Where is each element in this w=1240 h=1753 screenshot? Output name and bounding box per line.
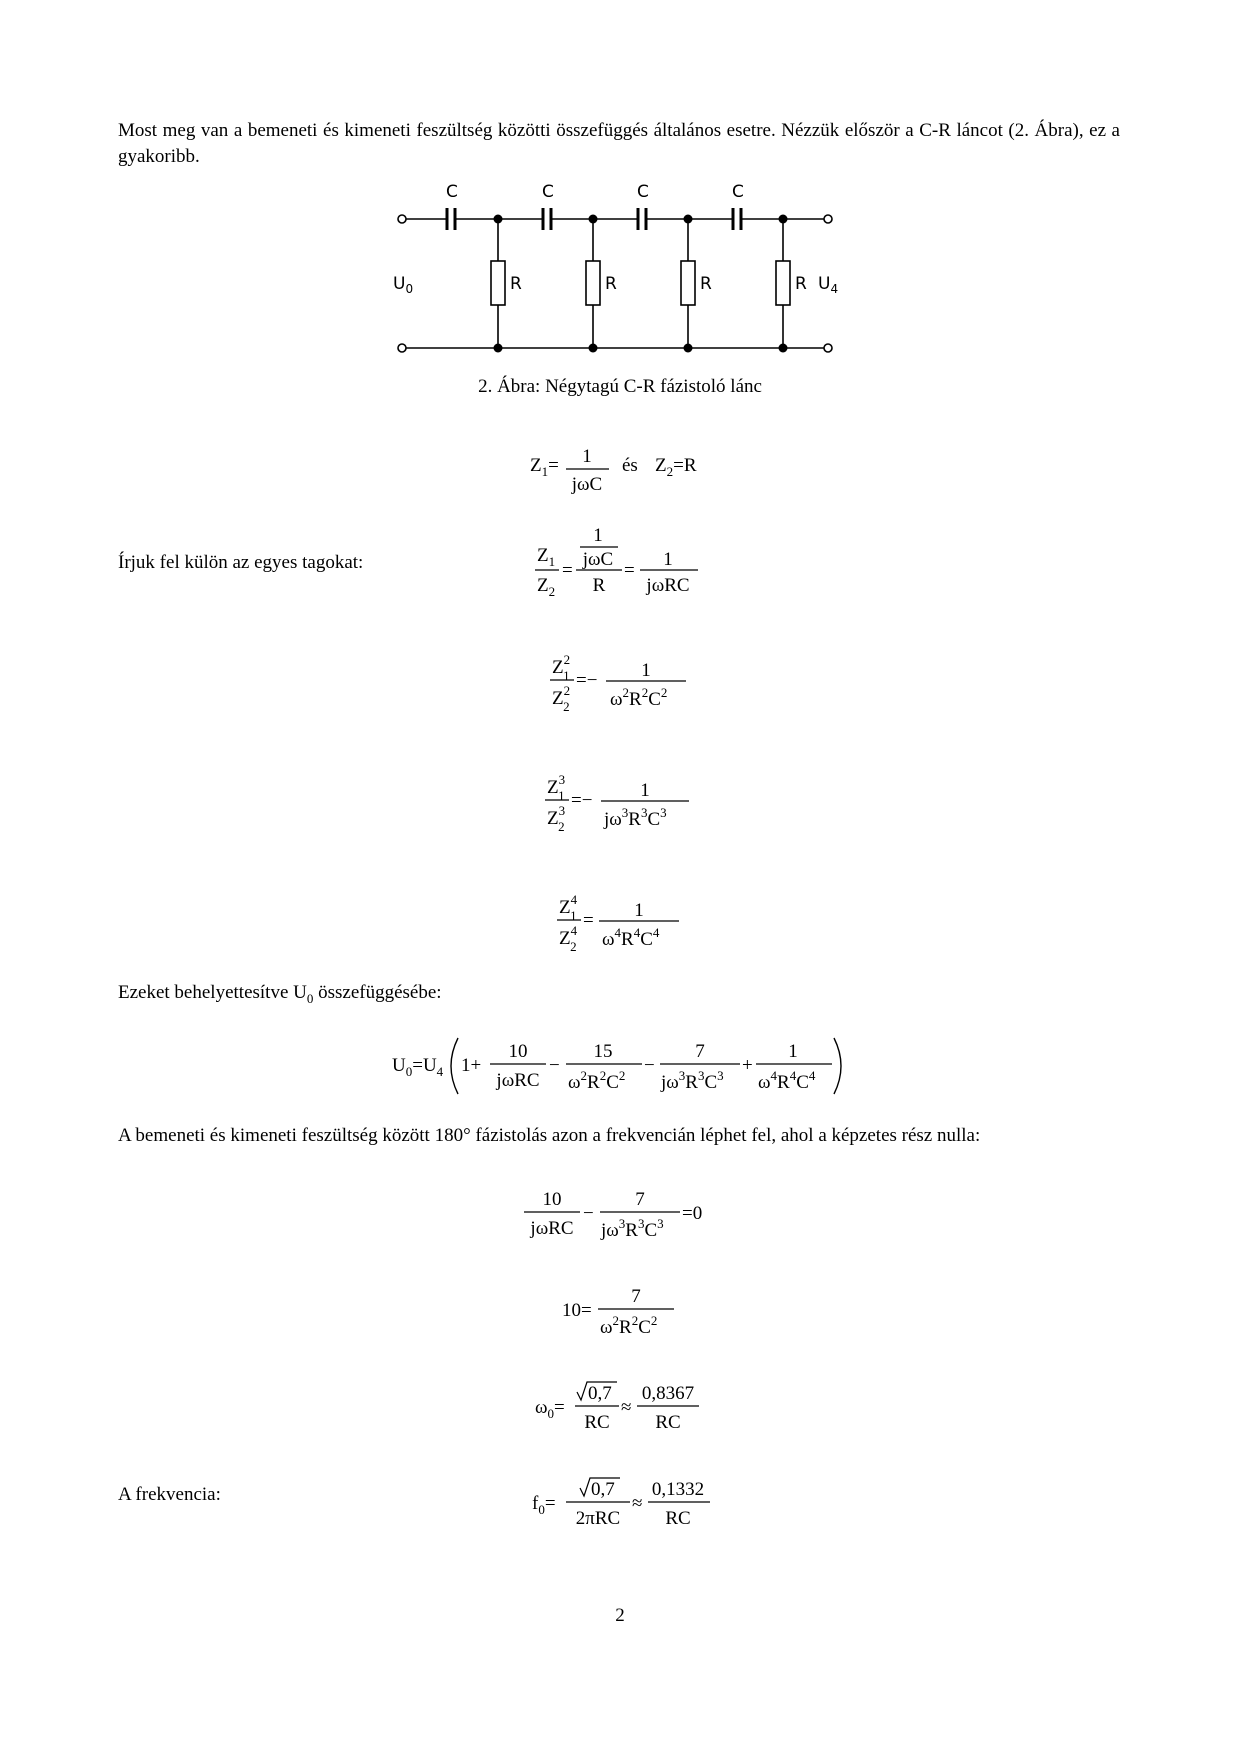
label-separate-terms: Írjuk fel külön az egyes tagokat: (118, 552, 364, 573)
svg-text:RC: RC (665, 1508, 691, 1529)
substitution-sentence: Ezeket behelyettesítve $U_0$ összefüggésébe: (118, 982, 442, 1006)
svg-text:U4: $U_4$ (818, 274, 839, 296)
svg-text:+: + (742, 1055, 753, 1076)
svg-text:Z31: $Z^3$ 1 (547, 772, 566, 803)
svg-text:jωC: jωC (571, 474, 603, 495)
svg-text:R: R (795, 274, 807, 294)
phase-paragraph: A bemeneti és kimeneti feszültség között 180° fázistolás azon a frekvencián léphet fel, ahol a képzetes rész nulla: (118, 1125, 981, 1146)
svg-text:C: C (637, 182, 649, 202)
svg-text:0,7: 0,7 (588, 1383, 612, 1404)
svg-text:1: 1 (582, 446, 592, 467)
cr-ladder-circuit (390, 175, 850, 365)
svg-text:ω4R4C4: $\omega^4R^4C^4$ (602, 925, 660, 950)
svg-text:10=: 10= (562, 1300, 592, 1321)
svg-text:RC: RC (655, 1412, 681, 1433)
svg-text:R: R (605, 274, 617, 294)
svg-text:Z2: $Z_2$ (537, 575, 556, 599)
equation-ratio-1 (530, 520, 710, 606)
resistor-1 (491, 261, 505, 305)
svg-text:C: C (446, 182, 458, 202)
svg-text:15: 15 (593, 1041, 613, 1062)
svg-text:−: − (644, 1055, 655, 1076)
resistor-3 (681, 261, 695, 305)
svg-text:1: 1 (634, 900, 644, 921)
equation-ratio-4 (555, 885, 695, 957)
svg-text:1: 1 (788, 1041, 798, 1062)
svg-text:1: 1 (663, 549, 673, 570)
svg-text:0,7: 0,7 (591, 1479, 615, 1500)
svg-text:=−: =− (576, 670, 598, 691)
equation-ratio-2 (548, 645, 698, 717)
svg-text:2πRC: 2πRC (575, 1508, 621, 1529)
svg-text:jωC: jωC (582, 549, 614, 570)
equation-omega0 (533, 1372, 713, 1444)
svg-text:7: 7 (631, 1286, 641, 1307)
svg-text:Z41: $Z^4$ 1 (559, 892, 578, 923)
svg-text:−: − (549, 1055, 560, 1076)
svg-text:R: R (592, 575, 606, 596)
svg-text:és: és (622, 455, 638, 476)
svg-text:10: 10 (508, 1041, 528, 1062)
svg-text:C: C (732, 182, 744, 202)
resistor-2 (586, 261, 600, 305)
svg-text:1: 1 (593, 525, 603, 546)
svg-text:U0: $U_0$ (393, 274, 414, 296)
svg-text:≈: ≈ (632, 1493, 643, 1514)
svg-text:RC: RC (584, 1412, 610, 1433)
svg-text:C: C (542, 182, 554, 202)
svg-text:ω0=: $\omega_0=$ (535, 1397, 565, 1421)
svg-text:Z32: $Z^3$ 2 (547, 803, 566, 834)
svg-text:=: = (562, 560, 573, 581)
svg-text:jω3R3C3: $j\omega^3R^3C^3$ (604, 805, 667, 830)
svg-text:=: = (583, 910, 594, 931)
svg-text:Z21: $Z^2$ 1 (552, 652, 571, 683)
svg-text:=: = (624, 560, 635, 581)
equation-z-definitions (520, 440, 720, 502)
equation-imaginary-zero (520, 1178, 720, 1250)
svg-text:ω2R2C2: $\omega^2R^2C^2$ (568, 1068, 626, 1093)
figure-caption: 2. Ábra: Négytagú C-R fázistoló lánc (478, 376, 762, 397)
svg-text:Z42: $Z^4$ 2 (559, 923, 578, 954)
svg-text:jωRC: jωRC (646, 575, 690, 596)
svg-text:≈: ≈ (621, 1397, 632, 1418)
svg-text:R: R (510, 274, 522, 294)
svg-text:ω2R2C2: $\omega^2R^2C^2$ (610, 685, 668, 710)
svg-text:Z2=R: $Z_2=R$ (655, 455, 697, 479)
equation-ten-seven (560, 1275, 680, 1347)
svg-text:Z1=: $Z_1=$ (530, 455, 559, 479)
page-number: 2 (615, 1605, 625, 1626)
svg-text:f0=: $f_0=$ (532, 1493, 556, 1517)
svg-text:0,8367: 0,8367 (641, 1383, 695, 1404)
equation-u0-u4 (388, 1030, 848, 1102)
svg-text:jωRC: jωRC (530, 1218, 574, 1239)
svg-text:ω4R4C4: $\omega^4R^4C^4$ (758, 1068, 816, 1093)
svg-text:1: 1 (640, 780, 650, 801)
label-frequency: A frekvencia: (118, 1484, 221, 1505)
svg-text:0,1332: 0,1332 (651, 1479, 705, 1500)
svg-text:Z22: $Z^2$ 2 (552, 683, 571, 714)
equation-f0 (530, 1468, 720, 1540)
svg-text:jω3R3C3: $j\omega^3R^3C^3$ (661, 1068, 724, 1093)
svg-text:U0=U4: $U_0=U_4$ (392, 1055, 444, 1079)
svg-text:jωRC: jωRC (496, 1070, 540, 1091)
svg-text:1+: 1+ (461, 1055, 482, 1076)
svg-text:7: 7 (635, 1189, 645, 1210)
svg-text:R: R (700, 274, 712, 294)
svg-text:ω2R2C2: $\omega^2R^2C^2$ (600, 1313, 658, 1338)
svg-text:10: 10 (542, 1189, 562, 1210)
equation-ratio-3 (543, 765, 703, 837)
svg-text:1: 1 (641, 660, 651, 681)
svg-text:Z1: $Z_1$ (537, 545, 556, 569)
svg-text:=0: =0 (682, 1203, 703, 1224)
resistor-4 (776, 261, 790, 305)
svg-text:7: 7 (695, 1041, 705, 1062)
svg-text:=−: =− (571, 790, 593, 811)
svg-text:−: − (583, 1203, 594, 1224)
svg-text:jω3R3C3: $j\omega^3R^3C^3$ (601, 1216, 664, 1241)
intro-paragraph: Most meg van a bemeneti és kimeneti feszültség közötti összefüggés általános esetre. Nézzük először a C-R láncot (2. Ábra), ez a gyakoribb. (118, 120, 1120, 167)
